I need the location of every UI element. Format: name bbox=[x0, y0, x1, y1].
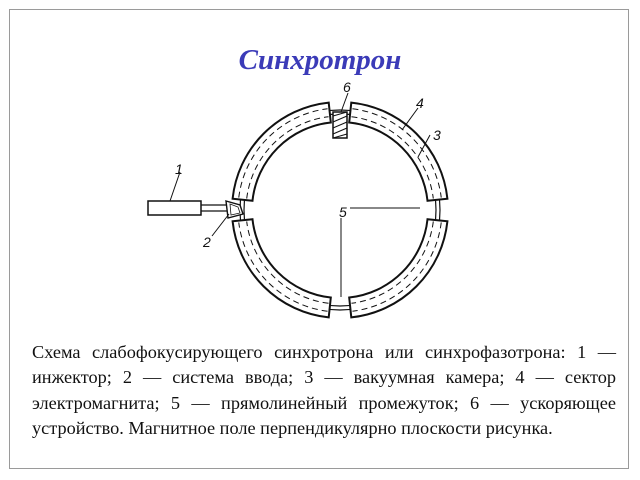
label-injector: 1 bbox=[175, 161, 183, 177]
slide-title: Синхротрон bbox=[238, 44, 402, 76]
injector bbox=[148, 201, 228, 215]
magnet-sector bbox=[349, 103, 447, 201]
magnet-sector bbox=[349, 219, 447, 317]
label-straight-section: 5 bbox=[339, 204, 347, 220]
magnet-sector bbox=[233, 219, 331, 317]
label-vacuum-chamber: 3 bbox=[433, 127, 441, 143]
accelerating-device bbox=[333, 112, 347, 138]
label-input-system: 2 bbox=[203, 234, 211, 250]
magnet-sector bbox=[233, 103, 331, 201]
label-accelerating-device: 6 bbox=[343, 79, 351, 95]
diagram-caption: Схема слабофокусирующего синхротрона или синхрофазотрона: 1 — инжектор; 2 — система ввода; 3 — вакуумная камера; 4 — сектор электромагнита; 5 — прямолинейный промежуток; 6 — ускоряющее устройство. Магнитное поле перпендикулярно плоскости рисунка. bbox=[32, 342, 616, 439]
label-magnet-sector: 4 bbox=[416, 95, 424, 111]
